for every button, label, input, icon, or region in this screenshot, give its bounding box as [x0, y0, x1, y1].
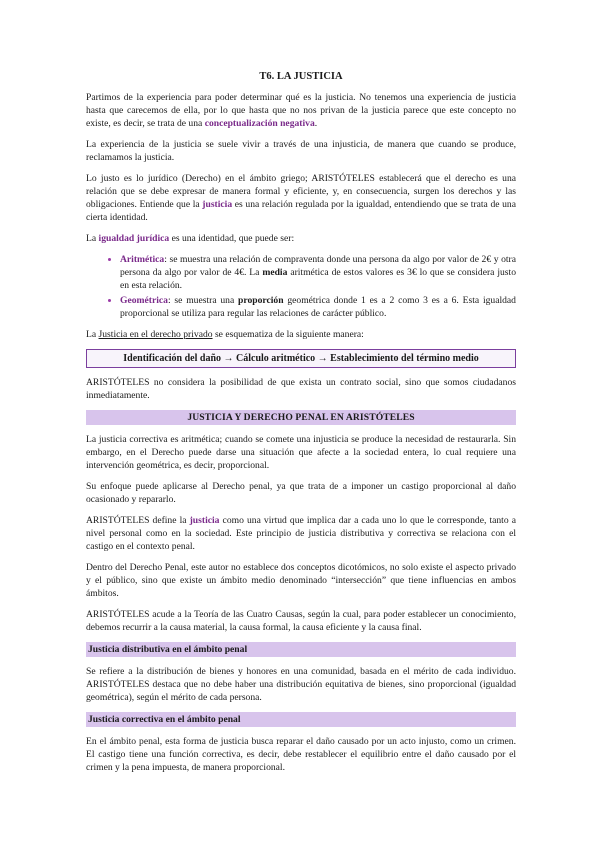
text: Lo justo es lo jurídico (Derecho) en el ámbito griego; ARISTÓTELES establecerá que el derecho es una relación que se debe expresar de manera formal y eficiente, y, en consecuencia, surgen los derechos y las obligaciones. Entiende que la [86, 173, 516, 210]
text: . [314, 118, 318, 129]
underlined-term: Justicia en el derecho privado [98, 329, 213, 340]
paragraph: La experiencia de la justicia se suele vivir a través de una injusticia, de manera que cuando se produce, reclamamos la justicia. [86, 139, 516, 163]
paragraph [86, 91, 516, 130]
highlighted-term: igualdad jurídica [98, 233, 170, 244]
paragraph [86, 172, 516, 224]
list-item [120, 253, 516, 292]
paragraph [86, 328, 516, 341]
subsection-heading: Justicia correctiva en el ámbito penal [86, 712, 516, 727]
bold-term: proporción [238, 295, 284, 306]
text: aritmética de estos valores es 3€ lo que se considera justo en esta relación. [120, 267, 516, 291]
page-title: T6. LA JUSTICIA [259, 71, 343, 82]
paragraph: Se refiere a la distribución de bienes y honores en una comunidad, basada en el mérito de cada individuo. ARISTÓTELES destaca que no debe haber una distribución equitativa de bienes, sino proporcional (igualdad geométrica), según el mérito de cada persona. [86, 666, 516, 703]
paragraph: Dentro del Derecho Penal, este autor no establece dos conceptos dicotómicos, no solo existe el aspecto privado y el público, sino que existe un ámbito medio denominado “intersección” que tiene influencias en ambos ámbitos. [86, 562, 516, 599]
document-page [86, 70, 516, 782]
bold-term: media [262, 267, 288, 278]
text: : se muestra una relación de compraventa donde una persona da algo por valor de 2€ y otra persona da algo por valor de 4€. La [120, 254, 516, 278]
text: La [86, 329, 99, 340]
bullet-list [86, 253, 516, 320]
highlighted-term: conceptualización negativa [204, 118, 315, 129]
highlighted-term: justicia [202, 199, 233, 210]
highlighted-term: justicia [189, 515, 220, 526]
subsection-heading: Justicia distributiva en el ámbito penal [86, 642, 516, 657]
text: como una virtud que implica dar a cada uno lo que le corresponde, tanto a nivel personal como en la sociedad. Este principio de justicia distributiva y correctiva se relaciona con el castigo en el contexto penal. [86, 515, 516, 552]
text: La [86, 233, 99, 244]
paragraph: En el ámbito penal, esta forma de justicia busca reparar el daño causado por un acto injusto, como un crimen. El castigo tiene una función correctiva, es decir, debe restablecer el equilibrio entre el daño causado por el crimen y la pena impuesta, de manera proporcional. [86, 736, 516, 773]
text: es una relación regulada por la igualdad, entendiendo que se trata de una cierta identidad. [86, 199, 516, 223]
text: geométrica donde 1 es a 2 como 3 es a 6. Esta igualdad proporcional se utiliza para regular las relaciones de carácter público. [120, 295, 516, 319]
paragraph: ARISTÓTELES acude a la Teoría de las Cuatro Causas, según la cual, para poder establecer un conocimiento, debemos recurrir a la causa material, la causa formal, la causa eficiente y la causa final. [86, 609, 516, 633]
text: es una identidad, que puede ser: [169, 233, 295, 244]
paragraph [86, 232, 516, 245]
paragraph: Su enfoque puede aplicarse al Derecho penal, ya que trata de a imponer un castigo proporcional al daño ocasionado y repararlo. [86, 481, 516, 505]
text: ARISTÓTELES define la [86, 515, 190, 526]
text: se esquematiza de la siguiente manera: [212, 329, 364, 340]
paragraph: La justicia correctiva es aritmética; cuando se comete una injusticia se produce la necesidad de restaurarla. Sin embargo, en el Derecho puede darse una situación que afecte a la sociedad entera, lo cual requiere una intervención geométrica, es decir, proporcional. [86, 434, 516, 471]
text: Partimos de la experiencia para poder determinar qué es la justicia. No tenemos una experiencia de justicia hasta que carecemos de ella, por lo que hasta que no nos privan de la justicia parece que este concepto no existe, es decir, se trata de una [86, 92, 516, 129]
paragraph: ARISTÓTELES no considera la posibilidad de que exista un contrato social, sino que somos ciudadanos inmediatamente. [86, 377, 516, 401]
section-heading: JUSTICIA Y DERECHO PENAL EN ARISTÓTELES [86, 410, 516, 425]
scheme-box: Identificación del daño → Cálculo aritmético → Establecimiento del término medio [86, 349, 516, 368]
text: : se muestra una [167, 295, 239, 306]
highlighted-term: Aritmética [120, 254, 165, 265]
paragraph [86, 514, 516, 553]
list-item [120, 294, 516, 320]
highlighted-term: Geométrica [120, 295, 168, 306]
